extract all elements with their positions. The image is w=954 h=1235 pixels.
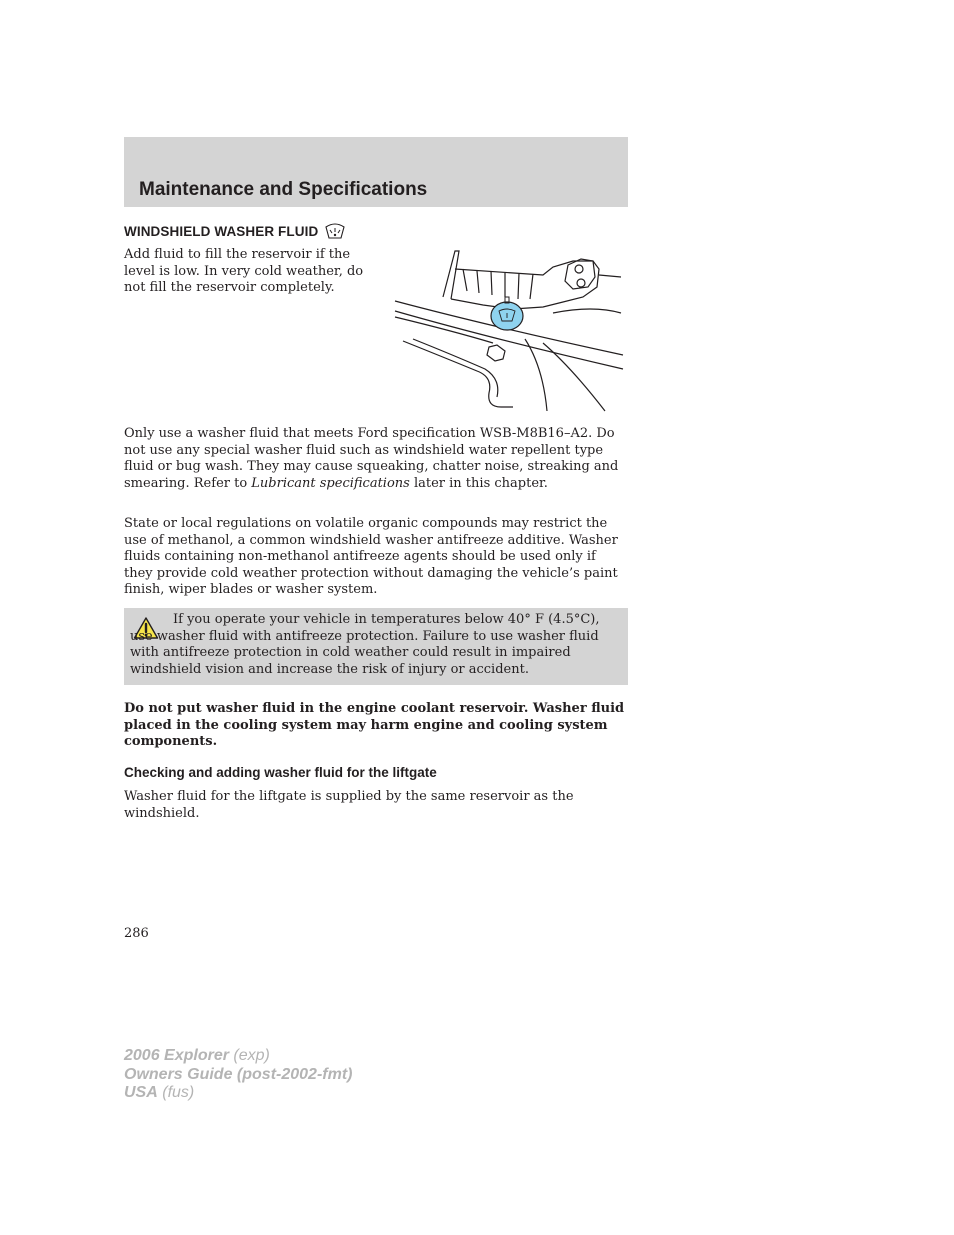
liftgate-subheading: Checking and adding washer fluid for the liftgate: [124, 765, 437, 780]
warning-text: If you operate your vehicle in temperatures below 40° F (4.5°C), use washer fluid with antifreeze protection. Failure to use washer fluid with antifreeze protection in cold weather could result in impaired windshield vision and increase the risk of injury or accident.: [130, 612, 600, 677]
fluid-spec-text: Only use a washer fluid that meets Ford specification WSB-M8B16–A2. Do not use any special washer fluid such as windshield water repellent type fluid or bug wash. They may cause squeaking, chatter noise, streaking and smearing. Refer to: [124, 426, 619, 491]
intro-paragraph: Add fluid to fill the reservoir if the level is low. In very cold weather, do not fill the reservoir completely.: [124, 247, 364, 295]
footer-model: 2006 Explorer: [124, 1047, 229, 1064]
footer-line-2: [124, 1066, 352, 1085]
header-band: [124, 137, 628, 207]
page-number: 286: [124, 926, 149, 941]
washer-fluid-icon: [324, 222, 346, 240]
footer-line-1: [124, 1047, 352, 1066]
regulations-paragraph: State or local regulations on volatile organic compounds may restrict the use of methanol, a common windshield washer antifreeze additive. Washer fluids containing non-methanol antifreeze agents should be used only if they provide cold weather protection without damaging the vehicle’s paint finish, wiper blades or washer system.: [124, 516, 618, 597]
warning-box: [124, 608, 628, 685]
page-title: Maintenance and Specifications: [139, 179, 428, 200]
section-heading: [124, 222, 346, 240]
footer: [124, 1047, 352, 1103]
footer-line-3: [124, 1084, 352, 1103]
fluid-spec-text-end: later in this chapter.: [409, 475, 548, 491]
footer-market: USA: [124, 1084, 158, 1101]
footer-model-code: (exp): [233, 1047, 270, 1064]
section-heading-text: WINDSHIELD WASHER FLUID: [124, 223, 319, 239]
liftgate-paragraph: Washer fluid for the liftgate is supplied by the same reservoir as the windshield.: [124, 789, 574, 821]
fluid-spec-paragraph: [124, 426, 628, 492]
coolant-caution-note: Do not put washer fluid in the engine coolant reservoir. Washer fluid placed in the cooling system may harm engine and cooling system components.: [124, 701, 625, 749]
footer-market-code: (fus): [162, 1084, 195, 1101]
footer-guide: Owners Guide (post-2002-fmt): [124, 1065, 353, 1083]
washer-reservoir-illustration: [393, 247, 625, 413]
lubricant-specifications-reference: Lubricant specifications: [251, 475, 410, 491]
